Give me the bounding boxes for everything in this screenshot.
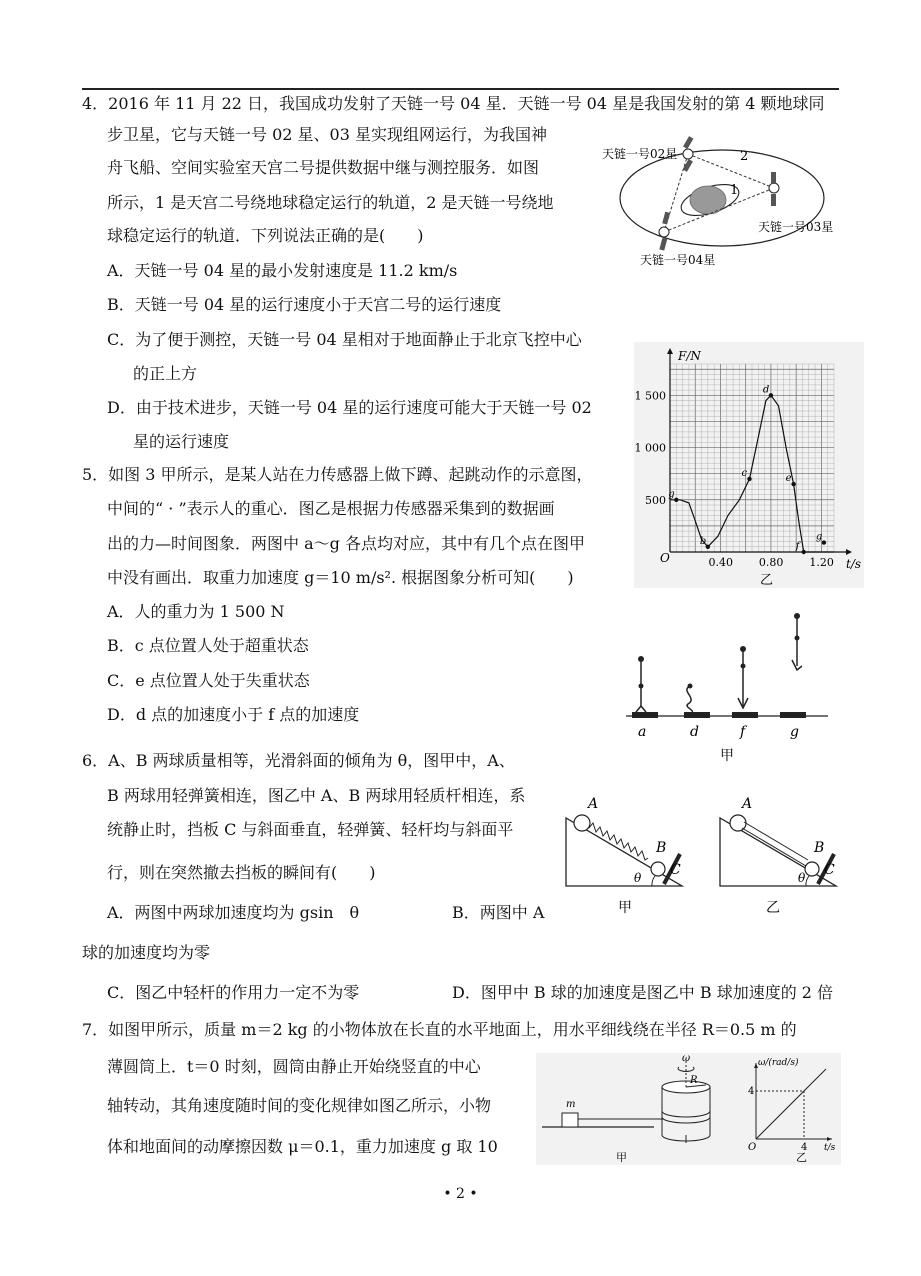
q4-line-5: 球稳定运行的轨道．下列说法正确的是( ) — [107, 226, 424, 245]
satellite-orbit-figure — [598, 128, 848, 270]
q5-option-d: D．d 点的加速度小于 f 点的加速度 — [107, 705, 360, 724]
point-label-g: g — [668, 488, 675, 500]
q6-option-b: B．两图中 A — [452, 903, 545, 922]
label-a-yi: A — [742, 796, 753, 812]
label-sat-02: 天链一号02星 — [602, 147, 678, 161]
person-d-icon — [687, 684, 693, 713]
q6-option-a: A．两图中两球加速度均为 gsin θ — [107, 903, 360, 922]
graph-x-label: t/s — [824, 1143, 836, 1153]
orbit-2-label: 2 — [740, 149, 749, 164]
orbit-1-label: 1 — [730, 183, 739, 198]
label-theta-jia: θ — [634, 871, 642, 885]
header-rule — [82, 88, 839, 90]
point-f — [802, 550, 806, 554]
caption-yi: 乙 — [766, 900, 780, 916]
label-sat-03: 天链一号03星 — [758, 220, 834, 234]
chart-origin: O — [660, 551, 670, 565]
q4-line-1: 4．2016 年 11 月 22 日，我国成功发射了天链一号 04 星．天链一号 04 星是我国发射的第 4 颗地球同 — [82, 94, 825, 113]
point-d — [769, 393, 773, 397]
force-time-chart — [634, 342, 864, 588]
label-theta-yi: θ — [798, 871, 806, 885]
point-label-g: g — [815, 531, 823, 543]
q6-line-2: B 两球用轻弹簧相连，图乙中 A、B 两球用轻质杆相连，系 — [107, 786, 526, 805]
person-g-icon — [792, 613, 802, 670]
q4-line-4: 所示，1 是天宫二号绕地球稳定运行的轨道，2 是天链一号绕地 — [107, 193, 554, 212]
q4-option-d-cont: 星的运行速度 — [133, 432, 230, 451]
fig-jia-caption: 甲 — [720, 748, 734, 764]
label-c-jia: C — [670, 862, 681, 878]
person-a-icon — [636, 656, 646, 712]
q4-line-3: 舟飞船、空间实验室天宫二号提供数据中继与测控服务．如图 — [107, 158, 540, 177]
label-sat-04: 天链一号04星 — [640, 253, 716, 267]
caption-jia-q7: 甲 — [616, 1151, 627, 1164]
point-e — [791, 482, 795, 486]
fig-label-d: d — [690, 724, 699, 740]
y-tick-label: 500 — [645, 493, 666, 507]
cylinder-figure — [536, 1053, 841, 1165]
y-tick-label: 1 500 — [634, 389, 666, 403]
q4-option-c: C．为了便于测控，天链一号 04 星相对于地面静止于北京飞控中心 — [107, 330, 582, 349]
fig-label-f: f — [740, 724, 746, 740]
point-label-b: b — [699, 535, 707, 547]
point-b — [706, 545, 710, 549]
satellite-03-icon — [769, 172, 779, 206]
q6-line-1: 6．A、B 两球质量相等，光滑斜面的倾角为 θ，图甲中，A、 — [82, 751, 515, 770]
label-m: m — [566, 1099, 576, 1110]
point-c — [747, 477, 751, 481]
label-a-jia: A — [588, 796, 599, 812]
y-tick-label: 1 000 — [634, 441, 666, 455]
fig-label-a: a — [638, 724, 647, 740]
q6-line-4: 行，则在突然撤去挡板的瞬间有( ) — [107, 863, 376, 882]
q5-line-1: 5．如图 3 甲所示，是某人站在力传感器上做下蹲、起跳动作的示意图， — [82, 465, 593, 484]
q5-line-4: 中没有画出．取重力加速度 g＝10 m/s². 根据图象分析可知( ) — [107, 568, 574, 587]
point-label-c: c — [741, 467, 748, 479]
caption-jia: 甲 — [618, 900, 632, 916]
q7-line-3: 轴转动，其角速度随时间的变化规律如图乙所示，小物 — [107, 1096, 492, 1115]
caption-yi-q7: 乙 — [796, 1151, 807, 1164]
q6-option-b-cont: 球的加速度均为零 — [82, 943, 211, 962]
label-c-yi: C — [824, 862, 835, 878]
q6-line-3: 统静止时，挡板 C 与斜面垂直，轻弹簧、轻杆均与斜面平 — [107, 820, 514, 839]
q5-option-a: A．人的重力为 1 500 N — [107, 602, 285, 621]
point-label-e: e — [785, 473, 792, 485]
label-b-yi: B — [814, 840, 825, 856]
q7-line-4: 体和地面间的动摩擦因数 μ＝0.1，重力加速度 g 取 10 — [107, 1137, 498, 1156]
q4-option-c-cont: 的正上方 — [133, 364, 198, 383]
chart-caption: 乙 — [760, 573, 774, 588]
q4-line-2: 步卫星，它与天链一号 02 星、03 星实现组网运行，为我国神 — [107, 125, 547, 144]
graph-y-label: ω/(rad/s) — [758, 1058, 799, 1068]
label-omega: ω — [682, 1053, 691, 1064]
graph-y-tick: 4 — [748, 1086, 755, 1097]
point-label-d: d — [762, 384, 770, 396]
graph-x-tick: 4 — [801, 1142, 808, 1153]
q5-option-b: B．c 点位置人处于超重状态 — [107, 636, 309, 655]
x-tick-label: 0.40 — [708, 556, 733, 569]
label-r: R — [690, 1075, 698, 1086]
q7-line-2: 薄圆筒上．t＝0 时刻，圆筒由静止开始绕竖直的中心 — [107, 1057, 481, 1076]
person-f-icon — [738, 646, 748, 708]
q4-option-a: A．天链一号 04 星的最小发射速度是 11.2 km/s — [107, 261, 458, 280]
q4-option-d: D．由于技术进步，天链一号 04 星的运行速度可能大于天链一号 02 — [107, 398, 592, 417]
q4-option-b: B．天链一号 04 星的运行速度小于天宫二号的运行速度 — [107, 295, 502, 314]
chart-x-label: t/s — [846, 557, 862, 571]
page-number: • 2 • — [443, 1186, 478, 1202]
point-g — [674, 498, 678, 502]
q5-option-c: C．e 点位置人处于失重状态 — [107, 671, 310, 690]
q5-line-3: 出的力—时间图象．两图中 a～g 各点均对应，其中有几个点在图甲 — [107, 534, 585, 553]
satellite-04-icon — [659, 212, 670, 251]
squat-jump-figure — [622, 606, 832, 770]
q7-line-1: 7．如图甲所示，质量 m＝2 kg 的小物体放在长直的水平地面上，用水平细线绕在半径 R＝0.5 m 的 — [82, 1020, 797, 1039]
x-tick-label: 1.20 — [809, 556, 834, 569]
x-tick-label: 0.80 — [758, 556, 784, 569]
point-g — [822, 540, 826, 544]
satellite-02-icon — [683, 136, 694, 172]
fig-label-g: g — [790, 724, 799, 740]
point-label-f: f — [795, 541, 800, 552]
label-b-jia: B — [656, 840, 667, 856]
incline-rod-figure — [720, 796, 836, 916]
q5-line-2: 中间的“ · ”表示人的重心．图乙是根据力传感器采集到的数据画 — [107, 499, 555, 518]
incline-spring-figure — [566, 796, 682, 916]
graph-origin: O — [748, 1142, 757, 1153]
q6-option-d: D．图甲中 B 球的加速度是图乙中 B 球加速度的 2 倍 — [452, 983, 834, 1002]
chart-y-label: F/N — [678, 349, 701, 363]
incline-figures — [560, 794, 850, 918]
q6-option-c: C．图乙中轻杆的作用力一定不为零 — [107, 983, 360, 1002]
